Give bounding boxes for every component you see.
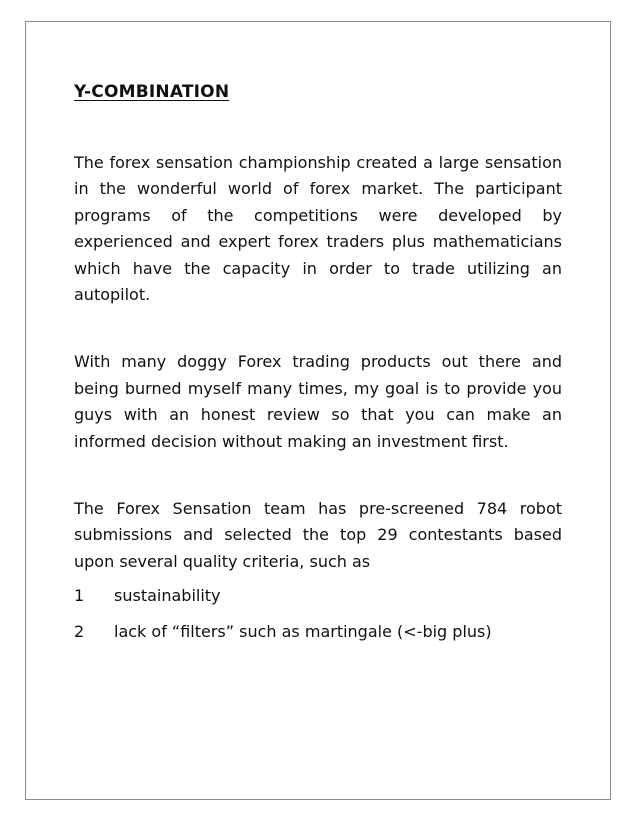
paragraph-criteria: The Forex Sensation team has pre-screened 784 robot submissions and selected the top 29 contestants based upon several quality criteria, such as <box>74 499 562 571</box>
paragraph-intro: The forex sensation championship created a large sensation in the wonderful world of forex market. The participant programs of the competitions were developed by experienced and expert forex traders plus mathematicians which have the capacity in order to trade utilizing an autopilot. <box>74 153 562 305</box>
list-item <box>74 619 562 645</box>
list-item <box>74 583 562 609</box>
document-body <box>74 78 562 655</box>
paragraph-review: With many doggy Forex trading products out there and being burned myself many times, my goal is to provide you guys with an honest review so that you can make an informed decision without making an investment first. <box>74 352 562 451</box>
list-item-number: 1 <box>74 586 85 606</box>
list-item-text: sustainability <box>114 586 221 606</box>
document-heading: Y-COMBINATION <box>74 82 230 102</box>
list-item-text: lack of “filters” such as martingale (<-big plus) <box>114 622 492 642</box>
list-item-number: 2 <box>74 622 85 642</box>
criteria-list <box>74 583 562 645</box>
